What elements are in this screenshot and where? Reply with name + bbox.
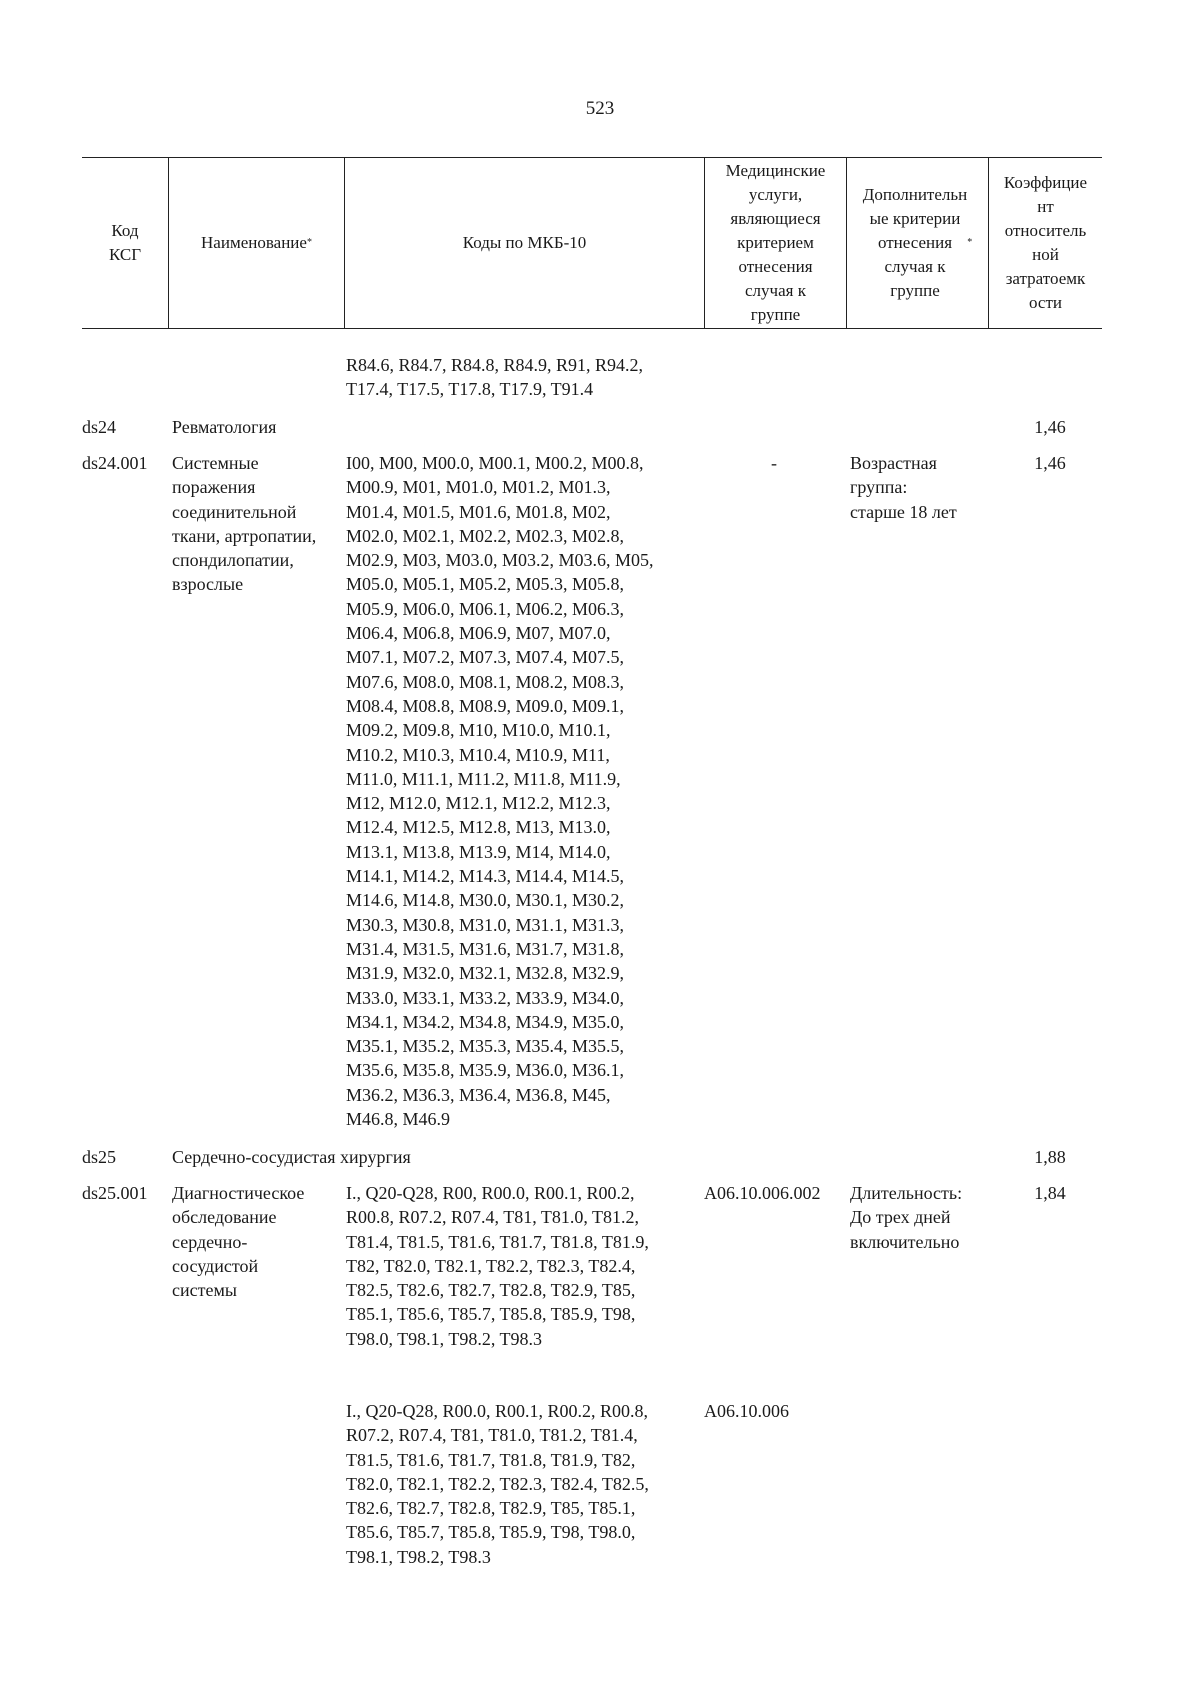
medical-services: A06.10.006 [704,1401,789,1421]
ksg-name: Системные поражения соединительной ткани, артропатии, спондилопатии, взрослые [172,453,317,595]
ksg-name: Диагностическое обследование сердечно- сосудистой системы [172,1183,305,1301]
ksg-code: ds24.001 [82,453,148,473]
ksg-code: ds25 [82,1147,117,1167]
coefficient: 1,88 [1034,1147,1066,1167]
coefficient: 1,84 [1034,1183,1066,1203]
header-name-footnote-mark: * [306,237,312,248]
ksg-name: Сердечно-сосудистая хирургия [172,1147,411,1167]
header-coef: Коэффицие нт относитель ной затратоемк ости [988,158,1102,328]
mkb-codes: R84.6, R84.7, R84.8, R84.9, R91, R94.2, T17.4, T17.5, T17.8, T17.9, T91.4 [346,355,644,400]
header-extra-footnote-mark: * [967,237,973,248]
mkb-codes: I00, M00, M00.0, M00.1, M00.2, M00.8, M00.9, M01, M01.0, M01.2, M01.3, M01.4, M01.5, M01.6, M01.8, M02, M02.0, M02.1, M02.2, M02.3, M02.8, M02.9, M03, M03.0, M03.2, M03.6, M05, M05.0, M05.1, M05.2, M05.3, M05.8, M05.9, M06.0, M06.1, M06.2, M06.3, M06.4, M06.8, M06.9, M07, M07.0, M07.1, M07.2, M07.3, M07.4, M07.5, M07.6, M08.0, M08.1, M08.2, M08.3, M08.4, M08.8, M08.9, M09.0, M09.1, M09.2, M09.8, M10, M10.0, M10.1, M10.2, M10.3, M10.4, M10.9, M11, M11.0, M11.1, M11.2, M11.8, M11.9, M12, M12.0, M12.1, M12.2, M12.3, M12.4, M12.5, M12.8, M13, M13.0, M13.1, M13.8, M13.9, M14, M14.0, M14.1, M14.2, M14.3, M14.4, M14.5, M14.6, M14.8, M30.0, M30.1, M30.2, M30.3, M30.8, M31.0, M31.1, M31.3, M31.4, M31.5, M31.6, M31.7, M31.8, M31.9, M32.0, M32.1, M32.8, M32.9, M33.0, M33.1, M33.2, M33.9, M34.0, M34.1, M34.2, M34.8, M34.9, M35.0, M35.1, M35.2, M35.3, M35.4, M35.5, M35.6, M35.8, M35.9, M36.0, M36.1, M36.2, M36.3, M36.4, M36.8, M45, M46.8, M46.9 [346,453,654,1130]
header-extra: Дополнительн ые критерии отнесения случая к группе [862,185,968,300]
mkb-codes: I., Q20-Q28, R00, R00.0, R00.1, R00.2, R00.8, R07.2, R07.4, T81, T81.0, T81.2, T81.4, T81.5, T81.6, T81.7, T81.8, T81.9, T82, T82.0, T82.1, T82.2, T82.3, T82.4, T82.5, T82.6, T82.7, T82.8, T82.9, T85, T85.1, T85.6, T85.7, T85.8, T85.9, T98, T98.0, T98.1, T98.2, T98.3 [346,1183,649,1349]
extra-criteria: Длительность: До трех дней включительно [850,1183,963,1252]
table-header [82,157,1102,329]
ksg-name: Ревматология [172,417,277,437]
header-code: Код КСГ [108,221,142,264]
header-name-cell [168,158,344,328]
medical-services: - [771,453,777,473]
ksg-code: ds24 [82,417,117,437]
ksg-code: ds25.001 [82,1183,148,1203]
header-extra-cell [846,158,988,328]
medical-services: A06.10.006.002 [704,1183,821,1203]
header-services: Медицинские услуги, являющиеся критерием отнесения случая к группе [704,158,846,328]
mkb-codes: I., Q20-Q28, R00.0, R00.1, R00.2, R00.8, R07.2, R07.4, T81, T81.0, T81.2, T81.4, T81.5, T81.6, T81.7, T81.8, T81.9, T82, T82.0, T82.1, T82.2, T82.3, T82.4, T82.5, T82.6, T82.7, T82.8, T82.9, T85, T85.1, T85.6, T85.7, T85.8, T85.9, T98, T98.0, T98.1, T98.2, T98.3 [346,1401,649,1567]
coefficient: 1,46 [1034,453,1066,473]
extra-criteria: Возрастная группа: старше 18 лет [850,453,957,522]
page-number: 523 [585,98,615,119]
header-name: Наименование [201,233,307,252]
coefficient: 1,46 [1034,417,1066,437]
header-mkb: Коды по МКБ-10 [344,158,704,328]
